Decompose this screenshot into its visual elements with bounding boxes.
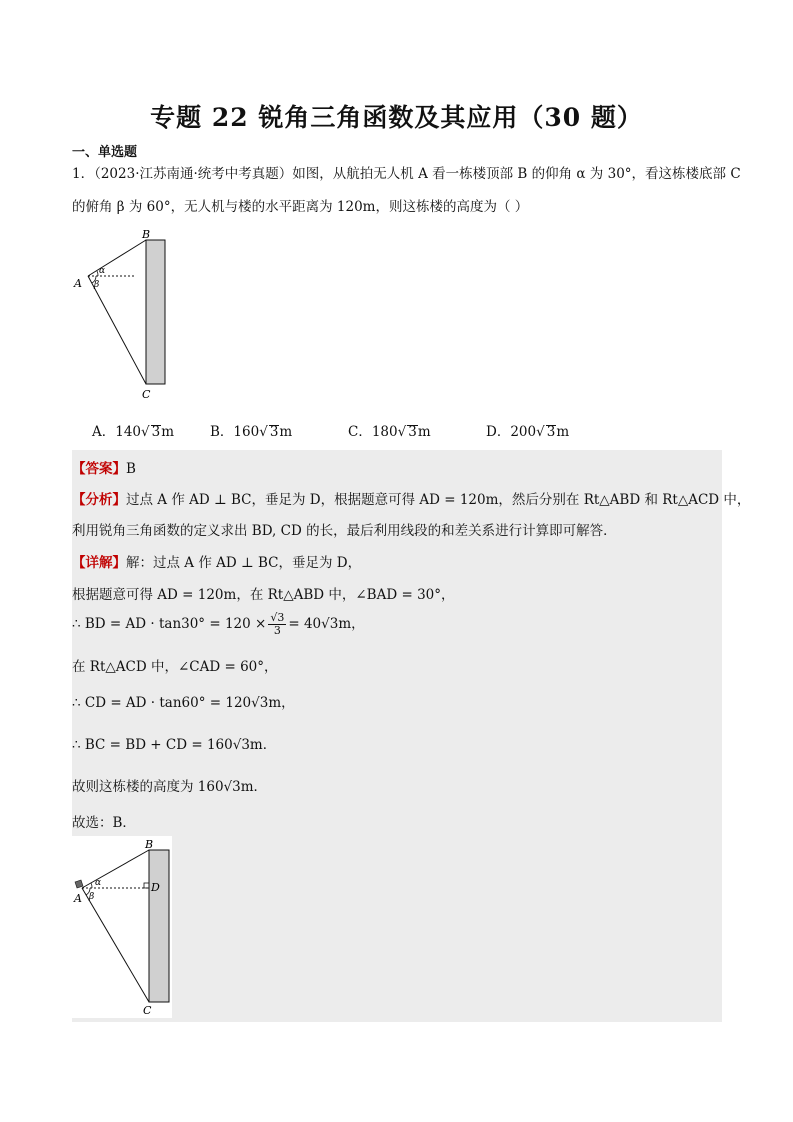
answer-tag: 【答案】 (72, 461, 126, 477)
solution-figure (72, 836, 172, 1018)
option-c[interactable]: C．180√ 3m (348, 424, 431, 440)
fraction: $\frac{√3}{3}$ (270, 611, 285, 637)
detail-line-3: ∴ BD = AD · tan30° = 120 × $\frac{√3}{3}$ = 40√3m， (72, 611, 365, 637)
question-line-2: 的俯角 β 为 60°，无人机与楼的水平距离为 120m，则这栋楼的高度为（ ） (72, 199, 529, 215)
detail-line-6: ∴ BC = BD + CD = 160√3m． (72, 737, 277, 753)
option-b[interactable]: B．160√ 3m (210, 424, 293, 440)
detail-line-4: 在 Rt△ACD 中，∠CAD = 60°， (72, 659, 278, 675)
detail-line-1: 【详解】解：过点 A 作 AD ⊥ BC，垂足为 D， (72, 555, 362, 571)
label-c: C (142, 388, 151, 401)
section-heading: 一、单选题 (72, 145, 138, 160)
label-d2: D (151, 881, 160, 894)
option-a[interactable]: A．140√ 3m (92, 424, 175, 440)
label-b: B (142, 228, 151, 241)
label-alpha2: α (95, 878, 102, 888)
option-d[interactable]: D．200√ 3m (486, 424, 570, 440)
label-b2: B (145, 838, 154, 851)
drone-icon (75, 880, 83, 888)
label-c2: C (143, 1004, 152, 1017)
detail-line-5: ∴ CD = AD · tan60° = 120√3m， (72, 695, 295, 711)
question-figure (72, 228, 182, 403)
label-alpha: α (99, 266, 106, 276)
analysis-line-1: 【分析】过点 A 作 AD ⊥ BC，垂足为 D，根据题意可得 AD = 120m，然后分别在 Rt△ABD 和 Rt△ACD 中， (72, 492, 751, 508)
page-title: 专题 22 锐角三角函数及其应用（30 题） (150, 103, 643, 132)
answer-value: B (126, 461, 136, 477)
detail-line-8: 故选：B． (72, 815, 136, 831)
label-a: A (74, 277, 82, 290)
answer-line (72, 457, 136, 477)
label-beta2: β (89, 892, 95, 902)
label-beta: β (94, 280, 100, 290)
question-line-1: 1．（2023·江苏南通·统考中考真题）如图，从航拍无人机 A 看一栋楼顶部 B 的仰角 α 为 30°，看这栋楼底部 C (72, 166, 741, 182)
analysis-line-2: 利用锐角三角函数的定义求出 BD, CD 的长，最后利用线段的和差关系进行计算即可解答． (72, 523, 617, 539)
detail-line-7: 故则这栋楼的高度为 160√3m． (72, 779, 268, 795)
detail-tag: 【详解】 (72, 555, 126, 571)
analysis-tag: 【分析】 (72, 492, 126, 508)
label-a2: A (74, 892, 82, 905)
detail-line-2: 根据题意可得 AD = 120m，在 Rt△ABD 中，∠BAD = 30°， (72, 587, 455, 603)
